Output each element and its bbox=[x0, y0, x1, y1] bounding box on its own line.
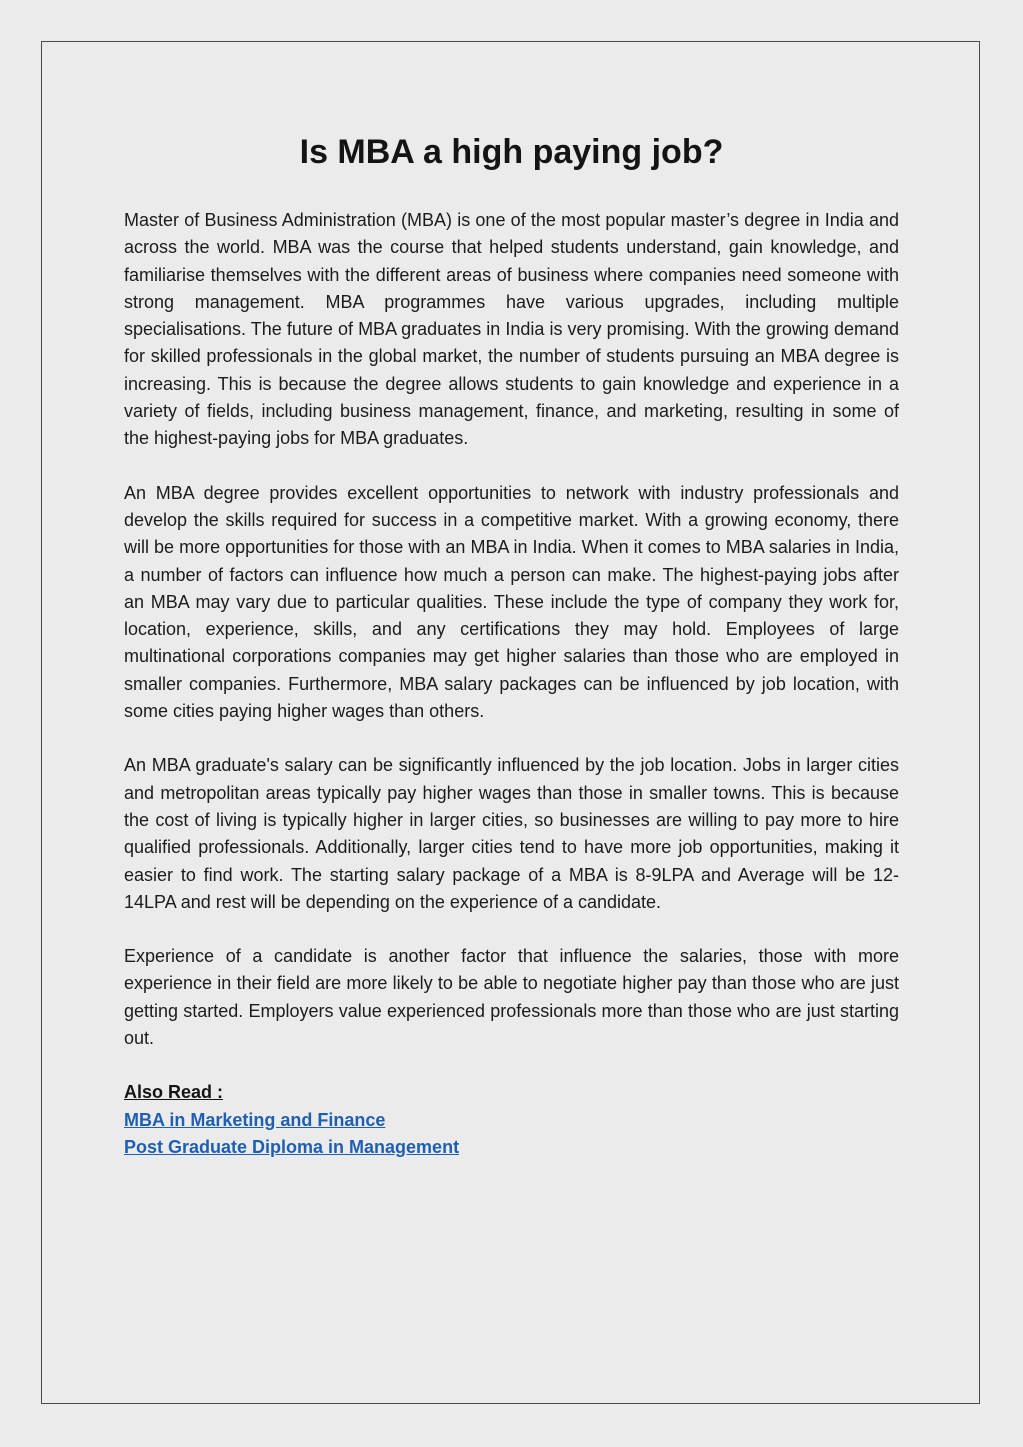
link-pgdm[interactable]: Post Graduate Diploma in Management bbox=[124, 1136, 460, 1157]
paragraph-opportunities: An MBA degree provides excellent opportunities to network with industry professionals and develop the skills required for success in a competitive market. With a growing economy, there will be more opportunities for those with an MBA in India. When it comes to MBA salaries in India, a number of factors can influence how much a person can make. The highest-paying jobs after an MBA may vary due to particular qualities. These include the type of company they work for, location, experience, skills, and any certifications they may hold. Employees of large multinational corporations companies may get higher salaries than those who are employed in smaller companies. Furthermore, MBA salary packages can be influenced by job location, with some cities paying higher wages than others. bbox=[124, 482, 899, 722]
document-page bbox=[41, 41, 980, 1404]
paragraph-experience: Experience of a candidate is another factor that influence the salaries, those with more experience in their field are more likely to be able to negotiate higher pay than those who are just getting started. Employers value experienced professionals more than those who are just starting out. bbox=[124, 946, 899, 1049]
paragraph-job-location: An MBA graduate's salary can be significantly influenced by the job location. Jobs in larger cities and metropolitan areas typically pay higher wages than those in smaller towns. This is because the cost of living is typically higher in larger cities, so businesses are willing to pay more to hire qualified professionals. Additionally, larger cities tend to have more job opportunities, making it easier to find work. The starting salary package of a MBA is 8-9LPA and Average will be 12-14LPA and rest will be depending on the experience of a candidate. bbox=[124, 755, 899, 912]
also-read-label: Also Read : bbox=[124, 1082, 224, 1103]
paragraph-mba-overview: Master of Business Administration (MBA) is one of the most popular master’s degree in India and across the world. MBA was the course that helped students understand, gain knowledge, and familiarise themselves with the different areas of business where companies need someone with strong management. MBA programmes have various upgrades, including multiple specialisations. The future of MBA graduates in India is very promising. With the growing demand for skilled professionals in the global market, the number of students pursuing an MBA degree is increasing. This is because the degree allows students to gain knowledge and experience in a variety of fields, including business management, finance, and marketing, resulting in some of the highest-paying jobs for MBA graduates. bbox=[124, 210, 899, 449]
page-title: Is MBA a high paying job? bbox=[299, 133, 724, 171]
document-content bbox=[124, 130, 899, 1161]
link-mba-marketing-finance[interactable]: MBA in Marketing and Finance bbox=[124, 1109, 386, 1130]
